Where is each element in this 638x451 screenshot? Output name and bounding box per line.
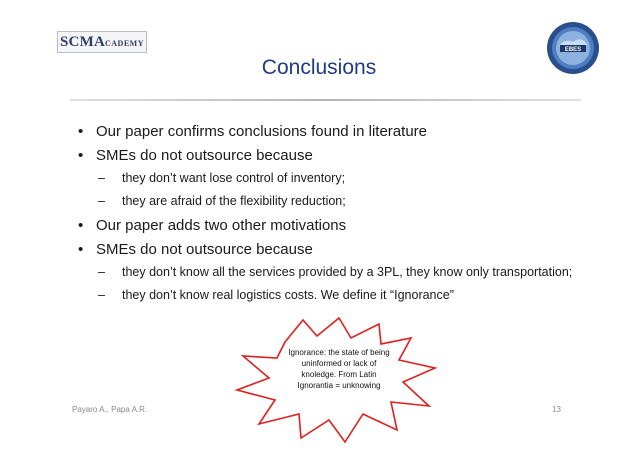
- bullet-text: Our paper adds two other motivations: [96, 217, 347, 234]
- logo-sub-text: CADEMY: [104, 39, 144, 48]
- seal-text: EBES: [564, 47, 582, 53]
- sub-bullet-marker: –: [98, 265, 105, 279]
- sub-bullet-text: they don’t know real logistics costs. We define it “Ignorance”: [122, 288, 454, 302]
- slide-title: Conclusions: [261, 56, 377, 79]
- bullet-marker: •: [78, 147, 84, 164]
- callout-line: Ignorantia = unknowing: [297, 381, 381, 390]
- callout-line: uninformed or lack of: [301, 359, 377, 368]
- bullet-item: [78, 216, 578, 236]
- sub-bullet-item: [78, 264, 578, 281]
- bullet-text: SMEs do not outsource because: [96, 147, 313, 164]
- sub-bullet-item: [78, 170, 578, 187]
- sub-bullet-text: they don’t want lose control of inventory;: [122, 171, 346, 185]
- bullet-text: Our paper confirms conclusions found in literature: [96, 123, 427, 140]
- bullet-item: [78, 122, 578, 142]
- callout-line: knoledge. From Latin: [301, 370, 377, 379]
- sub-bullet-text: they don’t know all the services provided by a 3PL, they know only transportation;: [122, 265, 573, 279]
- sub-bullet-item: [78, 193, 578, 210]
- sub-bullet-marker: –: [98, 288, 105, 302]
- scm-academy-logo: [57, 31, 147, 53]
- bullet-item: [78, 240, 578, 260]
- footer-author: Payaro A., Papa A.R.: [72, 405, 148, 414]
- footer-page-number: 13: [552, 405, 561, 414]
- bullet-marker: •: [78, 241, 84, 258]
- sub-bullet-text: they are afraid of the flexibility reduction;: [122, 194, 346, 208]
- sub-bullet-marker: –: [98, 171, 105, 185]
- sub-bullet-marker: –: [98, 194, 105, 208]
- bullet-item: [78, 146, 578, 166]
- title-divider: [70, 99, 581, 101]
- bullet-text: SMEs do not outsource because: [96, 241, 313, 258]
- callout-line: Ignorance: the state of being: [288, 348, 390, 357]
- sub-bullet-item: [78, 287, 578, 304]
- logo-main-text: SCMA: [60, 33, 105, 50]
- bullet-marker: •: [78, 123, 84, 140]
- bullet-marker: •: [78, 217, 84, 234]
- callout-text: [283, 347, 395, 391]
- bullet-list: [78, 122, 578, 310]
